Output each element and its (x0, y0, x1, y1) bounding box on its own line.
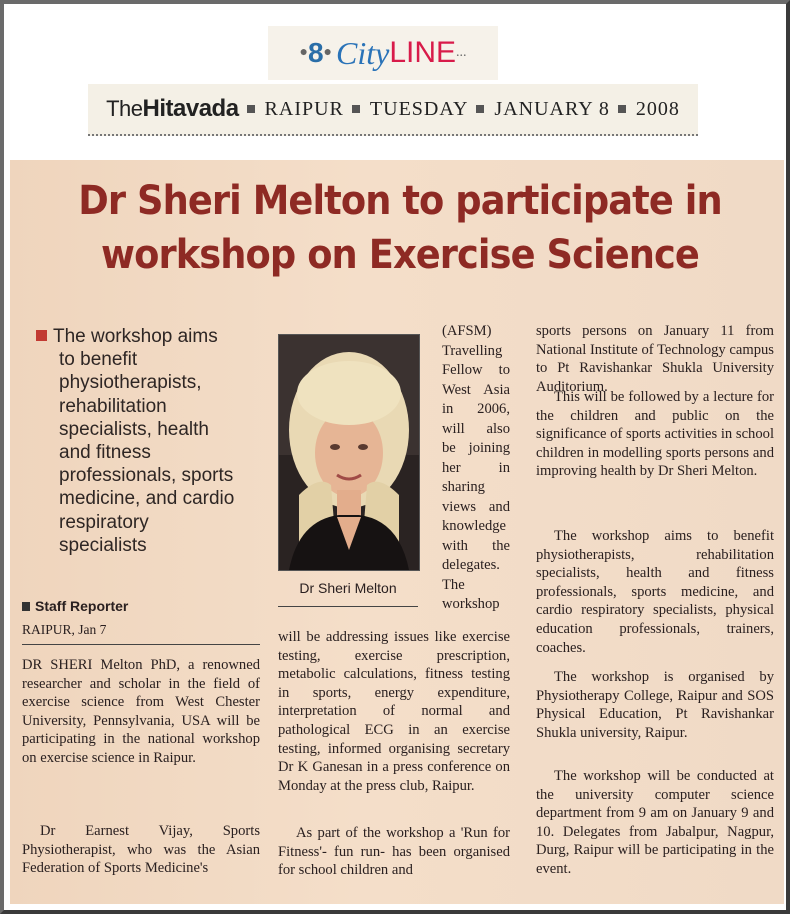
page-number: 8 (307, 37, 324, 68)
masthead-date: JANUARY 8 (494, 97, 610, 120)
column-3-paragraph-1: sports persons on January 11 from National Institute of Technology campus to Pt Ravishankar Shukla University Auditorium. (536, 323, 774, 395)
dot-decoration: ● (323, 45, 332, 60)
narrow-line: knowledge (442, 518, 507, 534)
section-city: City (335, 34, 390, 71)
page-section-label (268, 26, 498, 80)
narrow-line: with the (442, 537, 510, 554)
narrow-line: West Asia (442, 381, 510, 398)
pullquote-line: to benefit (59, 349, 138, 371)
news-clipping (10, 160, 784, 904)
divider (278, 606, 418, 607)
pullquote-line: professionals, sports (59, 465, 234, 487)
pullquote-line: The workshop aims (53, 326, 218, 347)
portrait-illustration (279, 335, 419, 570)
masthead-day: TUESDAY (369, 97, 469, 120)
narrow-line: (AFSM) (442, 323, 492, 339)
narrow-line: in 2006, (442, 401, 510, 417)
pull-quote (36, 325, 256, 558)
separator-icon (476, 105, 484, 113)
headline-line-1: Dr Sheri Melton to participate in (78, 178, 722, 224)
separator-icon (352, 105, 360, 113)
pullquote-line: specialists, health (59, 418, 209, 440)
byline (22, 598, 260, 614)
narrow-line: Travelling (442, 342, 503, 359)
pullquote-line: rehabilitation (59, 395, 167, 417)
headline-line-2: workshop on Exercise Science (101, 232, 699, 278)
byline-text: Staff Reporter (35, 598, 129, 614)
masthead-year: 2008 (635, 97, 680, 120)
pullquote-line: respiratory (59, 511, 149, 533)
separator-icon (618, 105, 626, 113)
photo-caption: Dr Sheri Melton (299, 580, 397, 596)
narrow-line: views and (442, 498, 510, 515)
portrait-photo (278, 334, 420, 571)
narrow-line: sharing (442, 479, 485, 495)
pullquote-line: physiotherapists, (59, 372, 202, 394)
narrow-line: will also (442, 420, 510, 437)
article-headline (50, 174, 749, 282)
pullquote-line: specialists (59, 534, 147, 556)
narrow-line: be joining (442, 440, 510, 456)
bullet-square-icon (22, 602, 30, 611)
pullquote-line: and fitness (59, 442, 151, 464)
narrow-line: Fellow to (442, 362, 510, 378)
separator-icon (247, 105, 255, 113)
dateline: RAIPUR, Jan 7 (22, 622, 107, 637)
narrow-line: delegates. (442, 557, 500, 573)
bullet-square-icon (36, 330, 47, 341)
pullquote-line: medicine, and cardio (59, 488, 235, 510)
column-1-paragraph-1: DR SHERI Melton PhD, a renowned researcher and scholar in the field of exercise science from West Chester University, Pennsylvania, USA will be participating in the national workshop on exercise science in Raipur. (22, 657, 260, 766)
newspaper-name: TheHitavada (106, 95, 239, 122)
divider (22, 644, 260, 645)
dot-decoration: ... (456, 45, 467, 60)
column-3-paragraph-2: This will be followed by a lecture for the children and public on the significance of sports activities in school children in modelling sports persons and improving health by Dr Sheri Melton. (536, 389, 774, 480)
narrow-line: workshop (442, 596, 500, 612)
column-3-paragraph-4: The workshop is organised by Physiotherapy College, Raipur and SOS Physical Education, Pt Ravishankar Shukla university, Raipur. (536, 669, 774, 741)
column-3-paragraph-5: The workshop will be conducted at the university computer science department from 9 am on January 9 and 10. Delegates from Jabalpur, Nagpur, Durg, Raipur will be participating in the event. (536, 768, 774, 877)
narrow-line: The (442, 576, 465, 593)
column-2-narrow-text (442, 322, 510, 615)
column-3-paragraph-3: The workshop aims to benefit physiotherapists, rehabilitation specialists, health and fitness professionals, sports medicine, and cardio respiratory specialists, physical education professionals, trainers, coaches. (536, 528, 774, 656)
column-2-paragraph-1: will be addressing issues like exercise testing, exercise prescription, metabolic calculations, fitness testing in sports, energy expenditure, interpretation of normal and pathological ECG in an exercise testing, informed organising secretary Dr K Ganesan in a press conference on Monday at the press club, Raipur. (278, 629, 510, 794)
column-1-paragraph-2: Dr Earnest Vijay, Sports Physiotherapist, who was the Asian Federation of Sports Medicine's (22, 823, 260, 877)
masthead (88, 84, 698, 136)
masthead-city: RAIPUR (264, 97, 344, 120)
dot-decoration: ● (299, 45, 308, 60)
narrow-line: her in (442, 459, 510, 476)
column-2-paragraph-2: As part of the workshop a 'Run for Fitness'- fun run- has been organised for school children and (278, 825, 510, 879)
section-line: LINE (389, 36, 457, 69)
